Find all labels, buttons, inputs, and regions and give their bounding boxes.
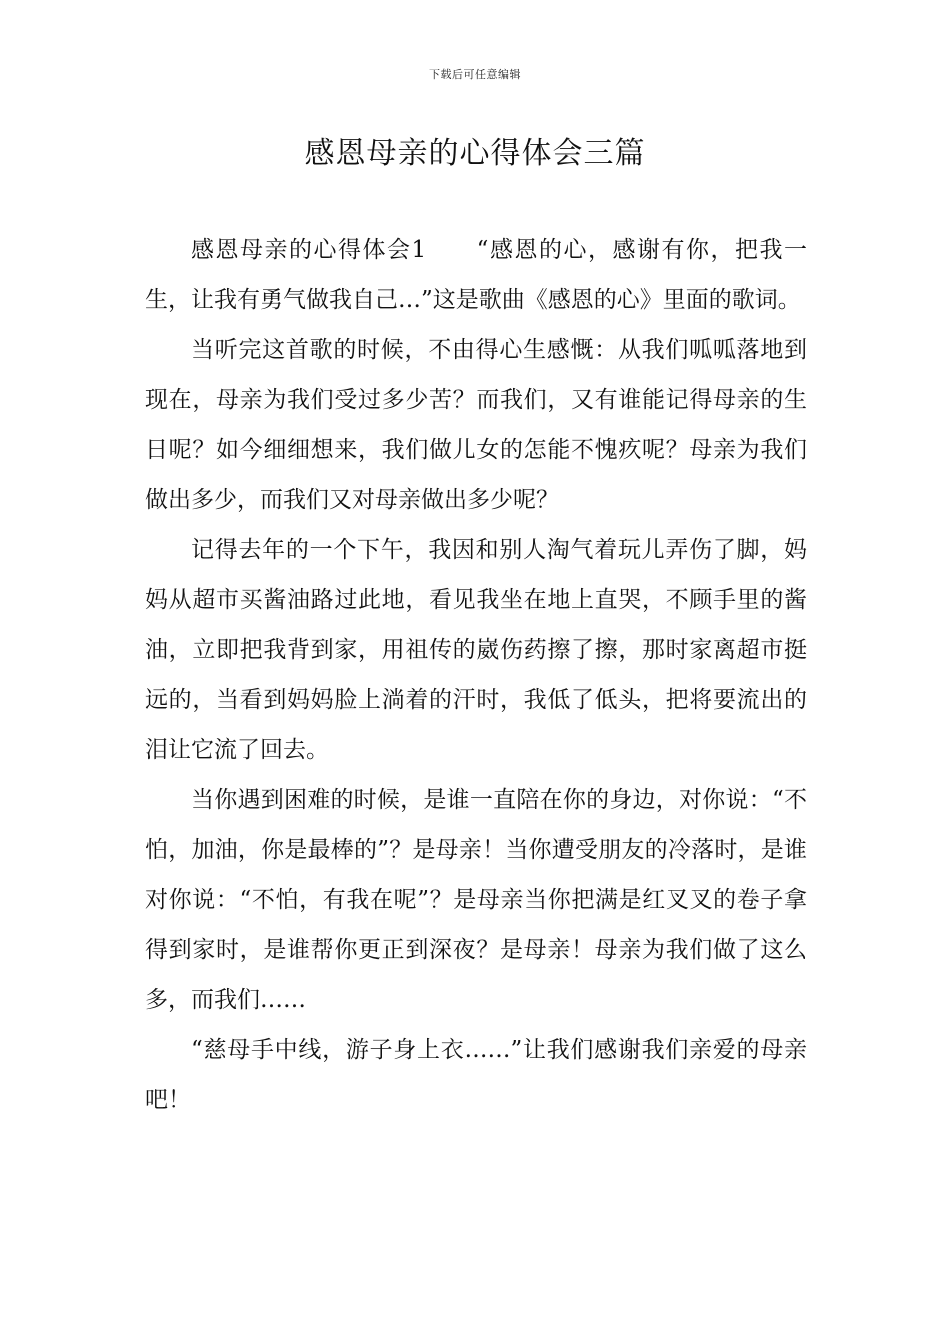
paragraph-1: 感恩母亲的心得体会1 “感恩的心，感谢有你，把我一生，让我有勇气做我自己…”这是歌曲《感恩的心》里面的歌词。 — [145, 237, 807, 313]
paragraph-3: 记得去年的一个下午，我因和别人淘气着玩儿弄伤了脚，妈妈从超市买酱油路过此地，看见我坐在地上直哭，不顾手里的酱油，立即把我背到家，用祖传的崴伤药擦了擦，那时家离超市挺远的，当看到妈妈脸上淌着的汗时，我低了低头，把将要流出的泪让它流了回去。 — [145, 537, 807, 763]
paragraph-2: 当听完这首歌的时候，不由得心生感慨：从我们呱呱落地到现在，母亲为我们受过多少苦？而我们，又有谁能记得母亲的生日呢？如今细细想来，我们做儿女的怎能不愧疚呢？母亲为我们做出多少，而我们又对母亲做出多少呢？ — [145, 337, 807, 513]
paragraph-5: “慈母手中线，游子身上衣……”让我们感谢我们亲爱的母亲吧！ — [145, 1037, 807, 1113]
paragraph-4: 当你遇到困难的时候，是谁一直陪在你的身边，对你说：“不怕，加油，你是最棒的”？是母亲！当你遭受朋友的冷落时，是谁对你说：“不怕，有我在呢”？是母亲当你把满是红叉叉的卷子拿得到家时，是谁帮你更正到深夜？是母亲！母亲为我们做了这么多，而我们…… — [145, 787, 807, 1013]
header-note: 下载后可任意编辑 — [429, 68, 521, 81]
document-title: 感恩母亲的心得体会三篇 — [304, 136, 646, 171]
document-body — [145, 225, 807, 1125]
